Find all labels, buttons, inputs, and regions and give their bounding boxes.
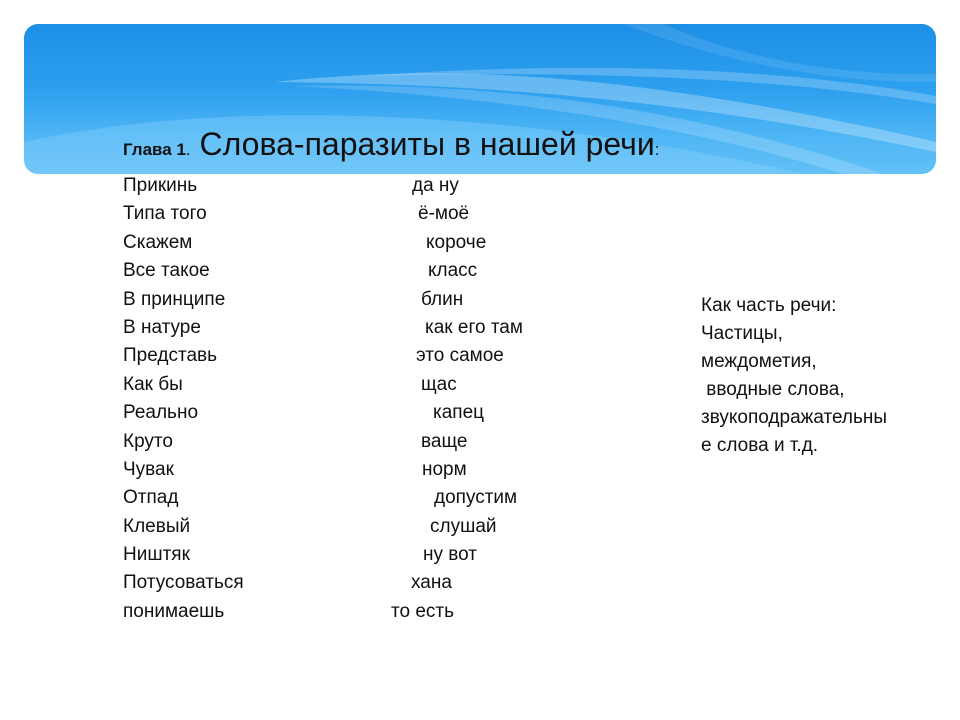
word-row <box>123 257 478 285</box>
word-row <box>123 513 497 541</box>
note-line: звукоподражательны <box>701 407 888 428</box>
word-row <box>123 314 523 342</box>
word-left: Скажем <box>123 231 193 253</box>
word-row <box>123 456 467 484</box>
word-left: Отпад <box>123 487 179 509</box>
word-right: слушай <box>430 515 497 537</box>
word-right: это самое <box>416 345 504 367</box>
word-left: Ништяк <box>123 544 190 566</box>
word-right: допустим <box>434 487 518 509</box>
word-right: хана <box>411 572 452 594</box>
note-line: вводные слова, <box>701 379 845 400</box>
word-left: Представь <box>123 345 218 367</box>
word-row <box>123 484 518 512</box>
slide-title <box>123 126 659 163</box>
note-line: междометия, <box>701 351 817 372</box>
chapter-dot: . <box>185 140 191 159</box>
word-right: класс <box>428 260 478 282</box>
word-left: В принципе <box>123 288 226 310</box>
word-row <box>123 200 470 228</box>
word-left: Как бы <box>123 373 183 395</box>
title-colon: : <box>654 140 660 159</box>
word-left: Круто <box>123 430 173 452</box>
word-right: капец <box>433 402 485 424</box>
chapter-label: Глава 1 <box>123 140 186 159</box>
word-right: норм <box>422 458 467 480</box>
word-left: Потусоваться <box>123 572 244 594</box>
word-right: щас <box>421 373 457 395</box>
word-right: то есть <box>391 600 455 622</box>
word-row <box>123 229 487 257</box>
filler-words-list <box>123 172 523 626</box>
word-row <box>123 541 478 569</box>
word-left: понимаешь <box>123 600 225 622</box>
word-row <box>123 399 485 427</box>
word-right: да ну <box>412 175 459 196</box>
word-left: Типа того <box>123 203 207 225</box>
word-left: Прикинь <box>123 175 198 196</box>
title-main: Слова-паразиты в нашей речи <box>190 126 655 162</box>
note-line: Частицы, <box>701 323 783 344</box>
word-row <box>123 371 457 399</box>
word-row <box>123 428 468 456</box>
word-left: В натуре <box>123 316 201 338</box>
note-line: е слова и т.д. <box>701 435 819 456</box>
word-row <box>123 286 464 314</box>
word-right: короче <box>426 231 487 253</box>
word-left: Все такое <box>123 260 210 282</box>
note-line: Как часть речи: <box>701 295 837 316</box>
word-row <box>123 172 459 200</box>
word-left: Клевый <box>123 515 191 537</box>
word-right: ну вот <box>423 544 478 566</box>
word-row <box>123 569 452 597</box>
word-row <box>123 342 504 370</box>
word-right: ё-моё <box>418 203 470 225</box>
word-row <box>123 598 455 626</box>
word-left: Чувак <box>123 458 174 480</box>
word-right: ваще <box>421 430 468 452</box>
word-right: блин <box>421 288 464 310</box>
parts-of-speech-note <box>701 292 946 460</box>
word-left: Реально <box>123 402 199 424</box>
word-right: как его там <box>425 316 523 338</box>
